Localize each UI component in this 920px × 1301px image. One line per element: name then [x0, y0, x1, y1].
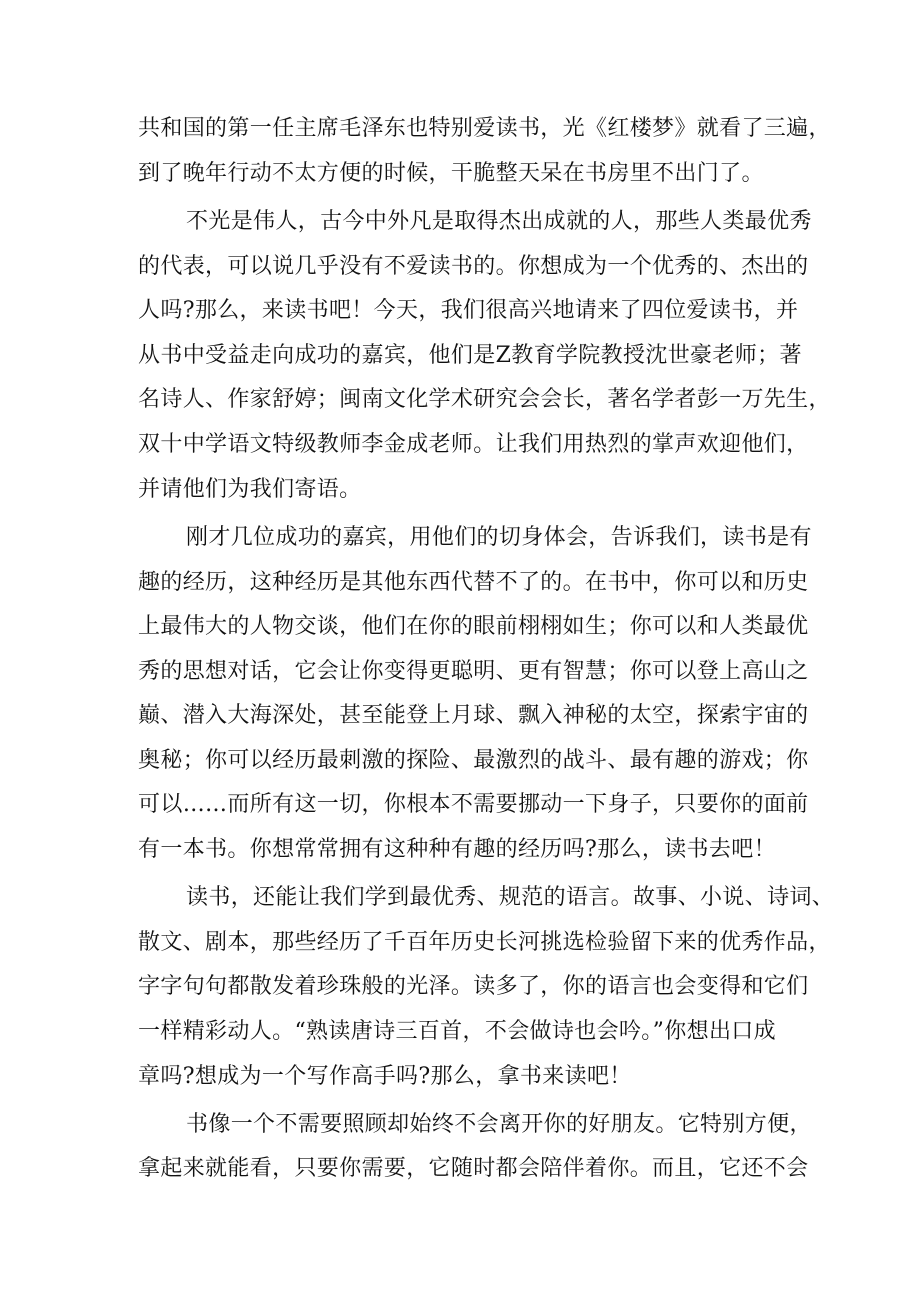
text-line: 双十中学语文特级教师李金成老师。让我们用热烈的掌声欢迎他们，: [138, 432, 809, 457]
text-line: 秀的思想对话，它会让你变得更聪明、更有智慧；你可以登上高山之: [138, 659, 809, 684]
text-line: 并请他们为我们寄语。: [138, 477, 362, 502]
text-line: 的代表，可以说几乎没有不爱读书的。你想成为一个优秀的、杰出的: [138, 254, 809, 279]
text-line: 可以……而所有这一切，你根本不需要挪动一下身子，只要你的面前: [138, 792, 809, 817]
text-line: 从书中受益走向成功的嘉宾，他们是Z教育学院教授沈世豪老师；著: [138, 343, 802, 368]
text-line: 共和国的第一任主席毛泽东也特别爱读书，光《红楼梦》就看了三遍，: [138, 116, 831, 141]
text-line: 一样精彩动人。“熟读唐诗三百首，不会做诗也会吟。”你想出口成: [138, 1019, 776, 1044]
paragraph-first-line: 不光是伟人，古今中外凡是取得杰出成就的人，那些人类最优秀: [186, 209, 812, 234]
paragraph-first-line: 书像一个不需要照顾却始终不会离开你的好朋友。它特别方便，: [186, 1112, 812, 1137]
text-line: 有一本书。你想常常拥有这种种有趣的经历吗?那么，读书去吧！: [138, 837, 776, 862]
text-line: 上最伟大的人物交谈，他们在你的眼前栩栩如生；你可以和人类最优: [138, 614, 809, 639]
text-line: 名诗人、作家舒婷；闽南文化学术研究会会长，著名学者彭一万先生，: [138, 387, 831, 412]
text-line: 拿起来就能看，只要你需要，它随时都会陪伴着你。而且，它还不会: [138, 1156, 809, 1181]
paragraph-first-line: 读书，还能让我们学到最优秀、规范的语言。故事、小说、诗词、: [186, 885, 835, 910]
text-line: 奥秘；你可以经历最刺激的探险、最激烈的战斗、最有趣的游戏；你: [138, 748, 809, 773]
paragraph-first-line: 刚才几位成功的嘉宾，用他们的切身体会，告诉我们，读书是有: [186, 525, 812, 550]
text-line: 章吗?想成为一个写作高手吗?那么，拿书来读吧！: [138, 1064, 632, 1089]
text-line: 字字句句都散发着珍珠般的光泽。读多了，你的语言也会变得和它们: [138, 974, 809, 999]
text-line: 散文、剧本，那些经历了千百年历史长河挑选检验留下来的优秀作品，: [138, 930, 831, 955]
text-line: 到了晚年行动不太方便的时候，干脆整天呆在书房里不出门了。: [138, 161, 764, 186]
text-line: 巅、潜入大海深处，甚至能登上月球、飘入神秘的太空，探索宇宙的: [138, 703, 809, 728]
text-line: 趣的经历，这种经历是其他东西代替不了的。在书中，你可以和历史: [138, 570, 809, 595]
text-line: 人吗?那么，来读书吧！今天，我们很高兴地请来了四位爱读书，并: [138, 298, 799, 323]
